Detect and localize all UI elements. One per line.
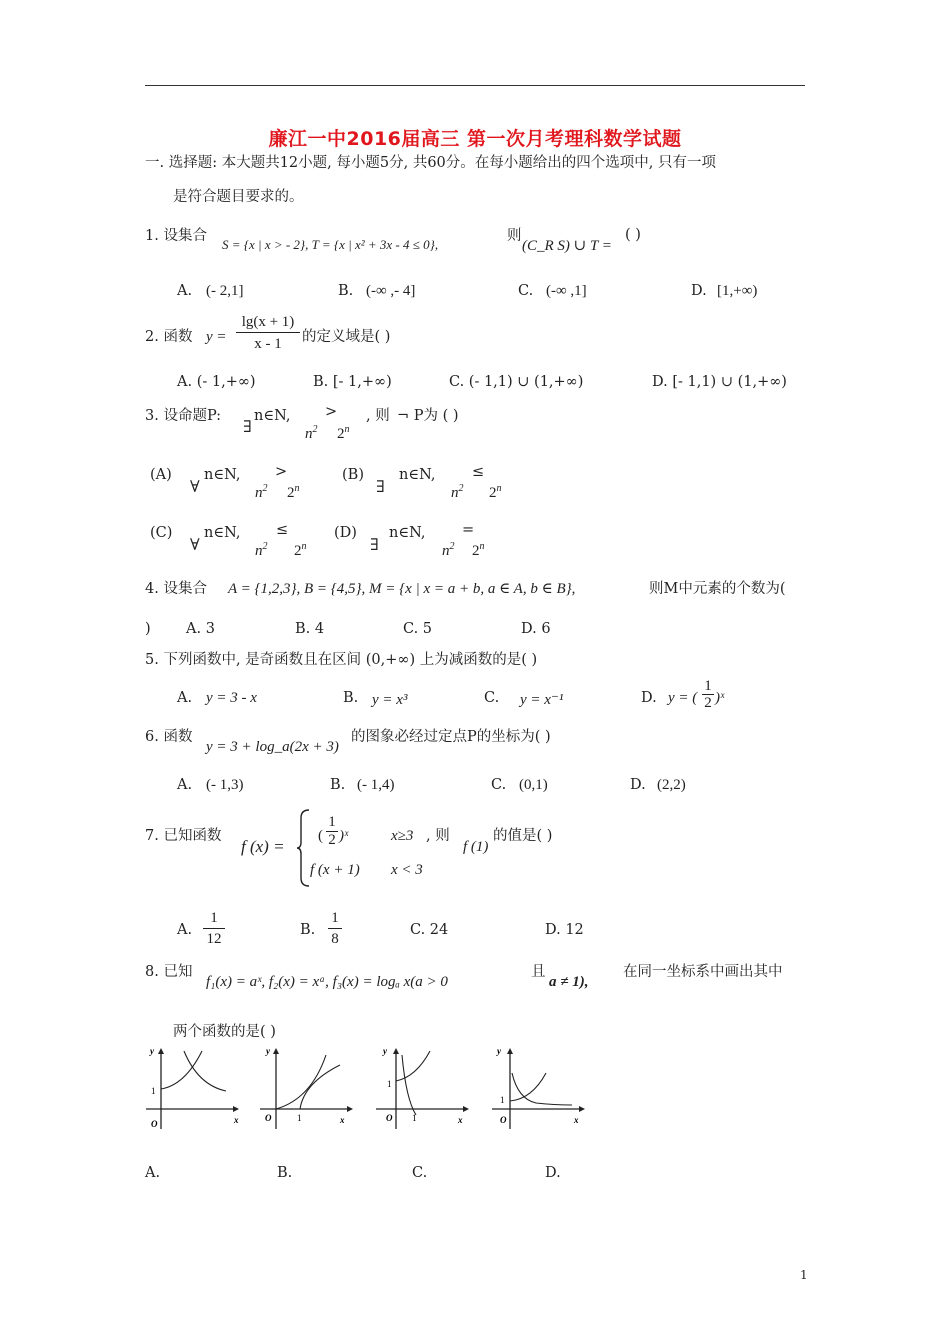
q6-option-d: (2,2) xyxy=(657,777,686,793)
q8-graph-a-one: 1 xyxy=(151,1086,156,1096)
q5-option-d-den: 2 xyxy=(704,695,712,711)
q7-case1-num: 1 xyxy=(326,814,338,832)
q8-graph-a-origin: O xyxy=(151,1119,158,1129)
q1-stem: 1. 设集合 xyxy=(145,228,207,244)
q8-graph-a-y-label: y xyxy=(150,1046,154,1056)
q3-stem: 3. 设命题P: xyxy=(145,408,222,424)
q8-option-d: D. xyxy=(545,1165,561,1181)
q2-fraction xyxy=(236,312,300,355)
q6-option-a: (- 1,3) xyxy=(206,777,244,793)
q2-numerator: lg(x + 1) xyxy=(236,312,300,333)
q7-option-b-den: 8 xyxy=(331,931,339,947)
q4-option-b: B. 4 xyxy=(295,621,325,637)
q1-expression: (C_R S) ∪ T = xyxy=(522,238,612,254)
q8-graph-c xyxy=(372,1043,476,1133)
q8-graph-b-origin: O xyxy=(265,1113,272,1123)
q5-option-a-label: A. xyxy=(177,690,193,706)
q4-close-paren: ) xyxy=(145,621,151,637)
q8-option-b: B. xyxy=(277,1165,293,1181)
q7-option-c: C. 24 xyxy=(410,922,449,938)
exam-title: 廉江一中2016届高三 第一次月考理科数学试题 xyxy=(268,128,682,150)
q6-expression: y = 3 + log_a(2x + 3) xyxy=(206,739,339,755)
q2-stem: 2. 函数 xyxy=(145,329,193,345)
q5-option-d-prefix: y = ( xyxy=(668,690,698,706)
q3-option-a-2n: 2$^n$ xyxy=(287,483,300,501)
q1-option-b-label: B. xyxy=(338,283,354,299)
q8-option-a: A. xyxy=(145,1165,161,1181)
q8-graph-c-y-label: y xyxy=(383,1046,387,1056)
q7-case2-condition: x < 3 xyxy=(391,862,423,878)
q8-graph-c-one: 1 xyxy=(387,1079,392,1089)
q5-option-d-suffix: )ˣ xyxy=(715,690,725,706)
q8-graph-c-origin: O xyxy=(386,1113,393,1123)
q3-option-d-quantifier: ∃ xyxy=(370,535,379,554)
q5-stem: 5. 下列函数中, 是奇函数且在区间 (0,+∞) 上为减函数的是( ) xyxy=(145,652,538,668)
q8-graph-d-y-label: y xyxy=(497,1046,501,1056)
q6-tail: 的图象必经过定点P的坐标为( ) xyxy=(351,729,551,745)
q3-option-c-relation: ≤ xyxy=(276,522,289,538)
q3-option-b-label: (B) xyxy=(342,467,364,483)
q7-option-a-num: 1 xyxy=(203,908,225,929)
q3-option-b-quantifier: ∃ xyxy=(376,477,385,496)
q6-option-a-label: A. xyxy=(177,777,193,793)
q7-fx: f (x) = xyxy=(241,837,285,856)
q7-option-a-den: 12 xyxy=(206,931,222,947)
q8-graph-d-one: 1 xyxy=(500,1095,505,1105)
q3-option-c-2n: 2$^n$ xyxy=(294,541,307,559)
q7-case1-condition: x≥3 xyxy=(391,828,414,844)
q3-gt: > xyxy=(325,404,338,420)
q6-option-d-label: D. xyxy=(630,777,646,793)
q3-option-a-relation: > xyxy=(275,464,288,480)
q4-option-c: C. 5 xyxy=(403,621,433,637)
q8-graph-c-x-one: 1 xyxy=(412,1113,417,1123)
q8-graph-c-x-label: x xyxy=(458,1115,463,1125)
q8-expression: f₁(x) = aˣ, f₂(x) = xᵃ, f₃(x) = logₐ x(a > 0 xyxy=(206,974,448,990)
q5-option-d-label: D. xyxy=(641,690,657,706)
q1-option-d: [1,+∞) xyxy=(717,283,758,299)
q4-tail: 则M中元素的个数为( xyxy=(649,581,786,597)
q8-and: 且 xyxy=(531,964,546,980)
q8-graph-b-y-label: y xyxy=(266,1046,270,1056)
q1-answer-paren: ( ) xyxy=(625,227,641,243)
q8-graph-b-x-label: x xyxy=(340,1115,345,1125)
q3-option-d-n2: $n^2$ xyxy=(442,541,455,559)
q2-option-c: C. (- 1,1) ∪ (1,+∞) xyxy=(449,374,584,390)
q6-option-b: (- 1,4) xyxy=(357,777,395,793)
q8-graph-a-x-label: x xyxy=(234,1115,239,1125)
q5-option-d-num: 1 xyxy=(702,678,714,695)
q3-option-c-set: n∈N, xyxy=(204,525,241,541)
q2-option-a: A. (- 1,+∞) xyxy=(177,374,256,390)
q1-option-c: (-∞ ,1] xyxy=(546,283,587,299)
q5-option-b-label: B. xyxy=(343,690,359,706)
q7-tail: 的值是( ) xyxy=(493,828,553,844)
q3-option-c-n2: $n^2$ xyxy=(255,541,268,559)
q7-option-d: D. 12 xyxy=(545,922,584,938)
q4-option-a: A. 3 xyxy=(186,621,215,637)
q5-option-b: y = x³ xyxy=(372,692,408,708)
q7-case1-den: 2 xyxy=(328,832,336,848)
q3-option-a-quantifier: ∀ xyxy=(190,477,200,496)
q3-option-d-2n: 2$^n$ xyxy=(472,541,485,559)
q3-exists-symbol: ∃ xyxy=(243,417,252,436)
q7-case1-open: ( xyxy=(318,828,323,844)
q7-option-b-fraction xyxy=(328,908,342,949)
q8-stem: 8. 已知 xyxy=(145,964,193,980)
q7-case1-close: )ˣ xyxy=(339,828,349,844)
q7-option-b-num: 1 xyxy=(328,908,342,929)
q2-denominator: x - 1 xyxy=(254,336,282,352)
q3-not-p: ¬ P为 ( ) xyxy=(397,408,459,424)
q4-expression: A = {1,2,3}, B = {4,5}, M = {x | x = a + b, a ∈ A, b ∈ B}, xyxy=(228,581,576,597)
q7-option-b-label: B. xyxy=(300,922,316,938)
q3-option-b-relation: ≤ xyxy=(472,464,485,480)
q7-option-a-fraction xyxy=(203,908,225,949)
header-rule xyxy=(145,85,805,86)
q8-tail: 在同一坐标系中画出其中 xyxy=(623,964,783,980)
q1-option-c-label: C. xyxy=(518,283,534,299)
q1-option-a-label: A. xyxy=(177,283,193,299)
q7-option-a-label: A. xyxy=(177,922,193,938)
q8-stem-cont: 两个函数的是( ) xyxy=(173,1024,276,1040)
q2-y: y = xyxy=(206,329,227,345)
section-intro: 一. 选择题: 本大题共12小题, 每小题5分, 共60分。在每小题给出的四个选项中, 只有一项 xyxy=(145,155,716,171)
q1-sets: S = {x | x > - 2}, T = {x | x² + 3x - 4 ≤ 0}, xyxy=(222,237,439,252)
q8-graph-d xyxy=(488,1043,592,1133)
q1-option-b: (-∞ ,- 4] xyxy=(366,283,416,299)
q3-option-d-label: (D) xyxy=(334,525,357,541)
q3-option-a-n2: $n^2$ xyxy=(255,483,268,501)
q5-option-c: y = x⁻¹ xyxy=(520,692,564,708)
q8-graph-a xyxy=(140,1043,244,1133)
page-number: 1 xyxy=(800,1268,808,1282)
q6-option-c: (0,1) xyxy=(519,777,548,793)
q3-option-d-set: n∈N, xyxy=(389,525,426,541)
q6-option-c-label: C. xyxy=(491,777,507,793)
q2-option-d: D. [- 1,1) ∪ (1,+∞) xyxy=(652,374,787,390)
q3-n-in-n: n∈N, xyxy=(254,408,291,424)
q8-graph-d-origin: O xyxy=(500,1115,507,1125)
q7-case1-fraction xyxy=(326,814,338,849)
q6-stem: 6. 函数 xyxy=(145,729,193,745)
q8-condition: a ≠ 1), xyxy=(549,974,589,990)
q5-option-a: y = 3 - x xyxy=(206,690,257,706)
q2-tail: 的定义域是( ) xyxy=(302,329,391,345)
q3-option-b-n2: $n^2$ xyxy=(451,483,464,501)
q1-option-a: (- 2,1] xyxy=(206,283,244,299)
q5-option-d-fraction xyxy=(702,678,714,711)
q8-option-c: C. xyxy=(412,1165,428,1181)
q3-option-a-label: (A) xyxy=(150,467,172,483)
q3-option-a-set: n∈N, xyxy=(204,467,241,483)
q3-option-b-set: n∈N, xyxy=(399,467,436,483)
q8-graph-b-one: 1 xyxy=(297,1113,302,1123)
q7-comma-then: , 则 xyxy=(426,828,450,844)
q7-stem: 7. 已知函数 xyxy=(145,828,222,844)
q2-option-b: B. [- 1,+∞) xyxy=(313,374,392,390)
q8-graph-b xyxy=(256,1043,360,1133)
q3-option-b-2n: 2$^n$ xyxy=(489,483,502,501)
q7-case2: f (x + 1) xyxy=(310,862,360,878)
q1-option-d-label: D. xyxy=(691,283,707,299)
q3-option-c-quantifier: ∀ xyxy=(190,535,200,554)
q5-option-c-label: C. xyxy=(484,690,500,706)
q3-then: , 则 xyxy=(366,408,390,424)
q3-option-d-relation: = xyxy=(462,522,475,538)
q3-two-n: 2$^n$ xyxy=(337,424,350,442)
q4-option-d: D. 6 xyxy=(521,621,551,637)
q4-stem: 4. 设集合 xyxy=(145,581,207,597)
q1-then: 则 xyxy=(507,228,522,244)
q7-f1: f (1) xyxy=(463,839,489,855)
q6-option-b-label: B. xyxy=(330,777,346,793)
q8-graph-d-x-label: x xyxy=(574,1115,579,1125)
section-intro-cont: 是符合题目要求的。 xyxy=(173,189,304,205)
q3-option-c-label: (C) xyxy=(150,525,173,541)
q7-brace xyxy=(297,808,311,888)
q3-n-squared: $n^2$ xyxy=(305,424,318,442)
